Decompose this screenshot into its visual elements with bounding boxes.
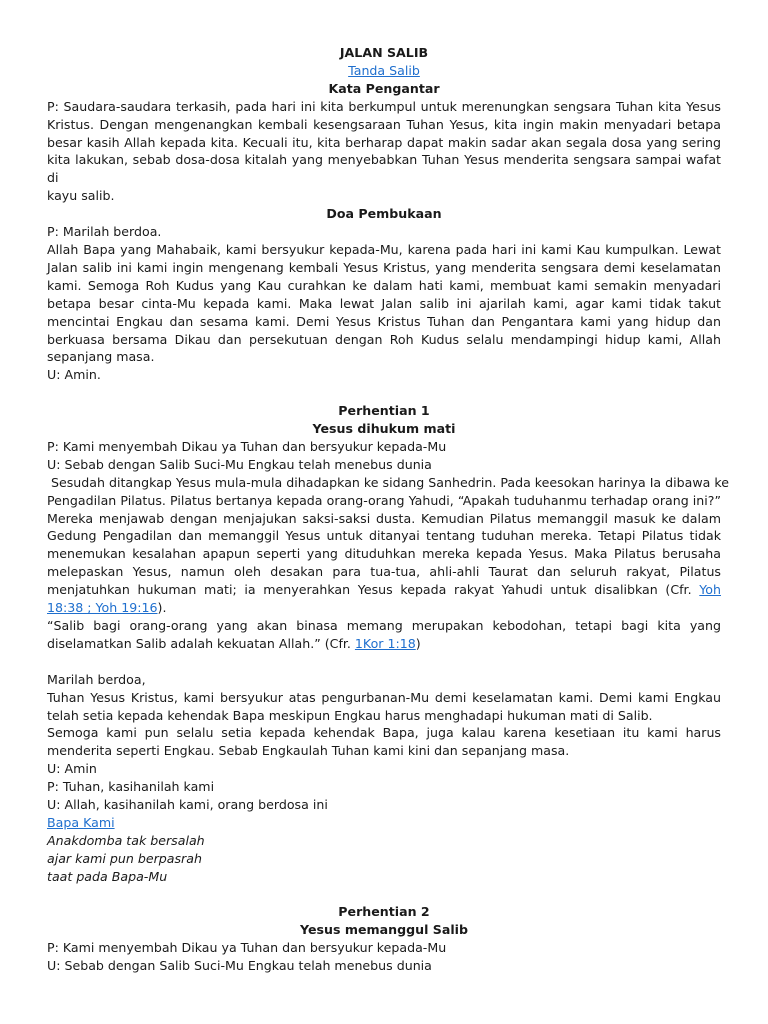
amin-response: U: Amin (47, 761, 97, 777)
blank-line (47, 384, 721, 402)
paragraph-line: telah setia kepada kehendak Bapa meskipun Engkau harus menghadapi hukuman mati di Salib. (47, 707, 653, 723)
song-line: ajar kami pun berpasrah (47, 850, 202, 866)
song-line: Anakdomba tak bersalah (47, 832, 205, 848)
paragraph-line: Jalan salib ini kami ingin mengenang kembali Yesus Kristus, yang menderita sengsara demi keselamatan (47, 259, 721, 275)
paragraph-line: Allah Bapa yang Mahabaik, kami bersyukur kepada-Mu, karena pada hari ini kami Kau kumpulkan. Lewat (47, 241, 721, 257)
priest-line: P: Kami menyembah Dikau ya Tuhan dan bersyukur kepada-Mu (47, 940, 447, 956)
closing-punctuation: ) (415, 635, 421, 651)
blank-line (47, 653, 721, 671)
paragraph-line: Tuhan Yesus Kristus, kami bersyukur atas pengurbanan-Mu demi keselamatan kami. Demi kami Engkau (47, 689, 721, 705)
quote-line: “Salib bagi orang-orang yang akan binasa memang merupakan kebodohan, tetapi bagi kita yang (47, 617, 721, 633)
people-line: U: Sebab dengan Salib Suci-Mu Engkau telah menebus dunia (47, 958, 432, 974)
doa-pembukaan-intro: P: Marilah berdoa. (47, 224, 162, 240)
tanda-salib-row (47, 62, 721, 80)
tanda-salib-link[interactable]: Tanda Salib (348, 62, 420, 78)
paragraph-line: Semoga kami pun selalu setia kepada kehendak Bapa, juga kalau karena kesetiaan itu kami harus (47, 725, 721, 741)
paragraph-line: Pengadilan Pilatus. Pilatus bertanya kepada orang-orang Yahudi, “Apakah tuduhanmu terhadap orang ini?” (47, 492, 721, 508)
paragraph-line: kayu salib. (47, 188, 115, 204)
paragraph-line: Sesudah ditangkap Yesus mula-mula dihadapkan ke sidang Sanhedrin. Pada keesokan harinya Ia dibawa ke (47, 474, 729, 490)
priest-line: P: Kami menyembah Dikau ya Tuhan dan bersyukur kepada-Mu (47, 438, 447, 454)
document-title: JALAN SALIB (339, 45, 429, 60)
paragraph-line-with-link (47, 581, 721, 599)
perhentian-1-heading: Perhentian 1 (338, 403, 430, 419)
paragraph-line: betapa besar cinta-Mu kepada kami. Maka lewat Jalan salib ini ajarilah kami, agar kami tidak takut (47, 295, 721, 311)
scripture-link-1kor[interactable]: 1Kor 1:18 (354, 635, 416, 651)
kata-pengantar-heading: Kata Pengantar (328, 80, 440, 96)
bapa-kami-link[interactable]: Bapa Kami (47, 814, 115, 830)
doa-pembukaan-heading: Doa Pembukaan (326, 206, 442, 222)
priest-line: P: Tuhan, kasihanilah kami (47, 779, 215, 795)
paragraph-line: besar kasih Allah kepada kita. Kecuali itu, kita berharap dapat makin sadar akan segala dosa yang sering (47, 134, 721, 150)
blank-line (47, 886, 721, 904)
paragraph-line: menderita seperti Engkau. Sebab Engkaulah Tuhan kami kini dan sepanjang masa. (47, 743, 570, 759)
paragraph-line: melepaskan Yesus, namun oleh desakan para tua-tua, ahli-ahli Taurat dan seluruh rakyat, Pilatus (47, 564, 721, 580)
paragraph-line: Gedung Pengadilan dan memanggil Yesus untuk ditanyai tentang tuduhan mereka. Tetapi Pilatus tidak (47, 528, 721, 544)
paragraph-line: Kristus. Dengan mengenangkan kembali kesengsaraan Tuhan Yesus, kita ingin makin menyadari betapa (47, 116, 721, 132)
paragraph-line: menemukan kesalahan apapun seperti yang dituduhkan mereka kepada Yesus. Maka Pilatus berusaha (47, 546, 721, 562)
perhentian-2-heading: Perhentian 2 (338, 904, 430, 920)
paragraph-line: sepanjang masa. (47, 349, 155, 365)
prayer-intro: Marilah berdoa, (47, 671, 146, 687)
scripture-link-yoh[interactable]: Yoh (699, 582, 721, 598)
closing-punctuation: ). (157, 600, 167, 616)
paragraph-text: menjatuhkan hukuman mati; ia menyerahkan Yesus kepada rakyat Yahudi untuk disalibkan (Cfr. (47, 582, 692, 598)
scripture-link-row (47, 599, 721, 617)
perhentian-2-subheading: Yesus memanggul Salib (299, 922, 468, 938)
paragraph-line: kita lakukan, sebab dosa-dosa kitalah yang menyebabkan Tuhan Yesus menderita sengsara sampai wafat di (47, 152, 721, 186)
amin-response: U: Amin. (47, 367, 101, 383)
paragraph-line: P: Saudara-saudara terkasih, pada hari ini kita berkumpul untuk merenungkan sengsara Tuhan kita Yesus (47, 98, 721, 114)
paragraph-line: berkuasa bersama Dikau dan persekutuan dengan Roh Kudus selalu mendampingi hidup kami, Allah (47, 331, 721, 347)
people-line: U: Allah, kasihanilah kami, orang berdosa ini (47, 797, 328, 813)
people-line: U: Sebab dengan Salib Suci-Mu Engkau telah menebus dunia (47, 456, 432, 472)
quote-text: diselamatkan Salib adalah kekuatan Allah.” (Cfr. (47, 635, 351, 651)
bapa-kami-row (47, 814, 721, 832)
paragraph-line: kami. Semoga Roh Kudus yang Kau curahkan ke dalam hati kami, membuat kami semakin menyadari (47, 277, 721, 293)
quote-line-with-link (47, 635, 721, 653)
paragraph-line: mencintai Engkau dan sesama kami. Demi Yesus Kristus Tuhan dan Pengantara kami yang hidup dan (47, 313, 721, 329)
paragraph-line: Mereka menjawab dengan menjajukan saksi-saksi dusta. Kemudian Pilatus memanggil masuk ke dalam (47, 510, 721, 526)
scripture-link-yoh-continued[interactable]: 18:38 ; Yoh 19:16 (47, 600, 158, 616)
song-line: taat pada Bapa-Mu (47, 868, 168, 884)
perhentian-1-subheading: Yesus dihukum mati (312, 421, 456, 437)
